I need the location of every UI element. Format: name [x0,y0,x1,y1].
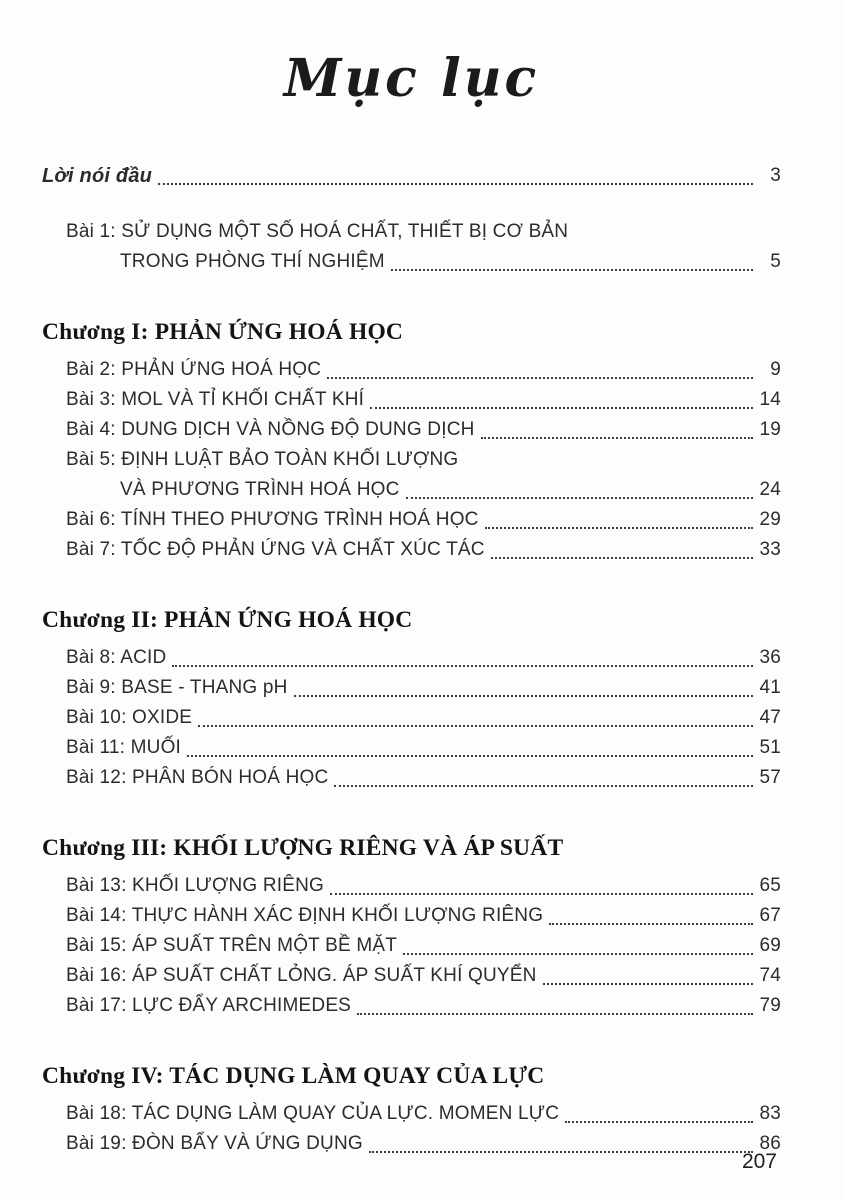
toc-entry [42,931,781,961]
toc-entry-label: Bài 18: TÁC DỤNG LÀM QUAY CỦA LỰC. MOMEN LỰC [66,1103,560,1124]
toc-entry-label: Bài 4: DUNG DỊCH VÀ NỒNG ĐỘ DUNG DỊCH [66,419,475,440]
dot-leader [543,983,753,985]
toc-entry [42,1099,781,1129]
toc-entry-page: 51 [759,737,781,758]
toc-entry-label: Bài 8: ACID [66,647,167,668]
toc-entry-page: 69 [759,935,781,956]
chapter-heading: Chương IV: TÁC DỤNG LÀM QUAY CỦA LỰC [42,1063,545,1089]
dot-leader [485,527,753,529]
toc-entry [42,763,781,793]
toc-entry-page: 67 [759,905,781,926]
dot-leader [403,953,753,955]
toc-entry [42,991,781,1021]
dot-leader [370,407,753,409]
dot-leader [549,923,753,925]
toc-entry-page: 65 [759,875,781,896]
page-number: 207 [741,1150,777,1173]
toc-entry [42,733,781,763]
toc-entry-label: TRONG PHÒNG THÍ NGHIỆM [120,251,385,272]
dot-leader [172,665,753,667]
toc-entry-label: Bài 9: BASE - THANG pH [66,677,288,698]
toc-entry-label: Bài 12: PHÂN BÓN HOÁ HỌC [66,767,329,788]
toc-entry-label: Bài 11: MUỐI [66,737,182,758]
dot-leader [369,1151,753,1153]
dot-leader [187,755,753,757]
toc-entry-label: Bài 2: PHẢN ỨNG HOÁ HỌC [66,359,322,380]
toc-entry-label: Bài 6: TÍNH THEO PHƯƠNG TRÌNH HOÁ HỌC [66,509,479,530]
toc-entry-line2 [42,475,781,505]
toc-entry-line1: Bài 1: SỬ DỤNG MỘT SỐ HOÁ CHẤT, THIẾT BỊ CƠ BẢN [66,221,569,242]
dot-leader [391,269,753,271]
toc-entry [42,643,781,673]
toc-entry [42,961,781,991]
dot-leader [565,1121,753,1123]
toc-entry-label: Lời nói đầu [42,165,153,187]
toc-entry-label: VÀ PHƯƠNG TRÌNH HOÁ HỌC [120,479,400,500]
toc-entry-page: 47 [759,707,781,728]
toc-entry-page: 74 [759,965,781,986]
toc-entry [42,355,781,385]
dot-leader [327,377,753,379]
toc-entry-label: Bài 10: OXIDE [66,707,193,728]
toc-entry [42,901,781,931]
toc-entry [42,415,781,445]
toc-entry-preface [42,161,781,191]
dot-leader [330,893,753,895]
toc-entry [42,535,781,565]
chapter-heading: Chương II: PHẢN ỨNG HOÁ HỌC [42,607,413,633]
toc-entry [42,505,781,535]
toc-entry [42,703,781,733]
toc-entry-page: 41 [759,677,781,698]
toc-entry-label: Bài 16: ÁP SUẤT CHẤT LỎNG. ÁP SUẤT KHÍ QUYỂN [66,965,537,986]
toc-entry-page: 79 [759,995,781,1016]
dot-leader [334,785,753,787]
toc-entry-label: Bài 13: KHỐI LƯỢNG RIÊNG [66,875,324,896]
toc-entry-label: Bài 3: MOL VÀ TỈ KHỐI CHẤT KHÍ [66,389,365,410]
page-title: Mục lục [283,48,540,109]
dot-leader [357,1013,753,1015]
dot-leader [406,497,753,499]
toc-entry-page: 9 [770,359,781,380]
toc-entry-line1: Bài 5: ĐỊNH LUẬT BẢO TOÀN KHỐI LƯỢNG [66,449,459,470]
toc-entry-label: Bài 15: ÁP SUẤT TRÊN MỘT BỀ MẶT [66,935,398,956]
toc-entry-page: 19 [759,419,781,440]
chapter-heading: Chương III: KHỐI LƯỢNG RIÊNG VÀ ÁP SUẤT [42,835,564,861]
toc-entry-page: 83 [759,1103,781,1124]
toc-entry-page: 14 [759,389,781,410]
toc-entry-page: 86 [759,1133,781,1154]
toc-entry [42,673,781,703]
table-of-contents [42,161,781,1159]
dot-leader [158,183,753,185]
toc-entry-page: 29 [759,509,781,530]
toc-entry-page: 57 [759,767,781,788]
toc-entry-label: Bài 19: ĐÒN BẨY VÀ ỨNG DỤNG [66,1133,363,1154]
toc-entry-page: 5 [770,251,781,272]
toc-entry [42,871,781,901]
dot-leader [294,695,753,697]
toc-entry-page: 3 [770,165,781,186]
toc-entry-label: Bài 7: TỐC ĐỘ PHẢN ỨNG VÀ CHẤT XÚC TÁC [66,539,485,560]
toc-entry-page: 24 [759,479,781,500]
dot-leader [481,437,753,439]
toc-entry-page: 36 [759,647,781,668]
dot-leader [198,725,753,727]
toc-entry-label: Bài 14: THỰC HÀNH XÁC ĐỊNH KHỐI LƯỢNG RIÊNG [66,905,544,926]
toc-entry [42,1129,781,1159]
toc-entry [42,385,781,415]
toc-entry-line2 [42,247,781,277]
chapter-heading: Chương I: PHẢN ỨNG HOÁ HỌC [42,319,404,345]
dot-leader [491,557,753,559]
toc-entry-label: Bài 17: LỰC ĐẨY ARCHIMEDES [66,995,352,1016]
toc-entry-page: 33 [759,539,781,560]
